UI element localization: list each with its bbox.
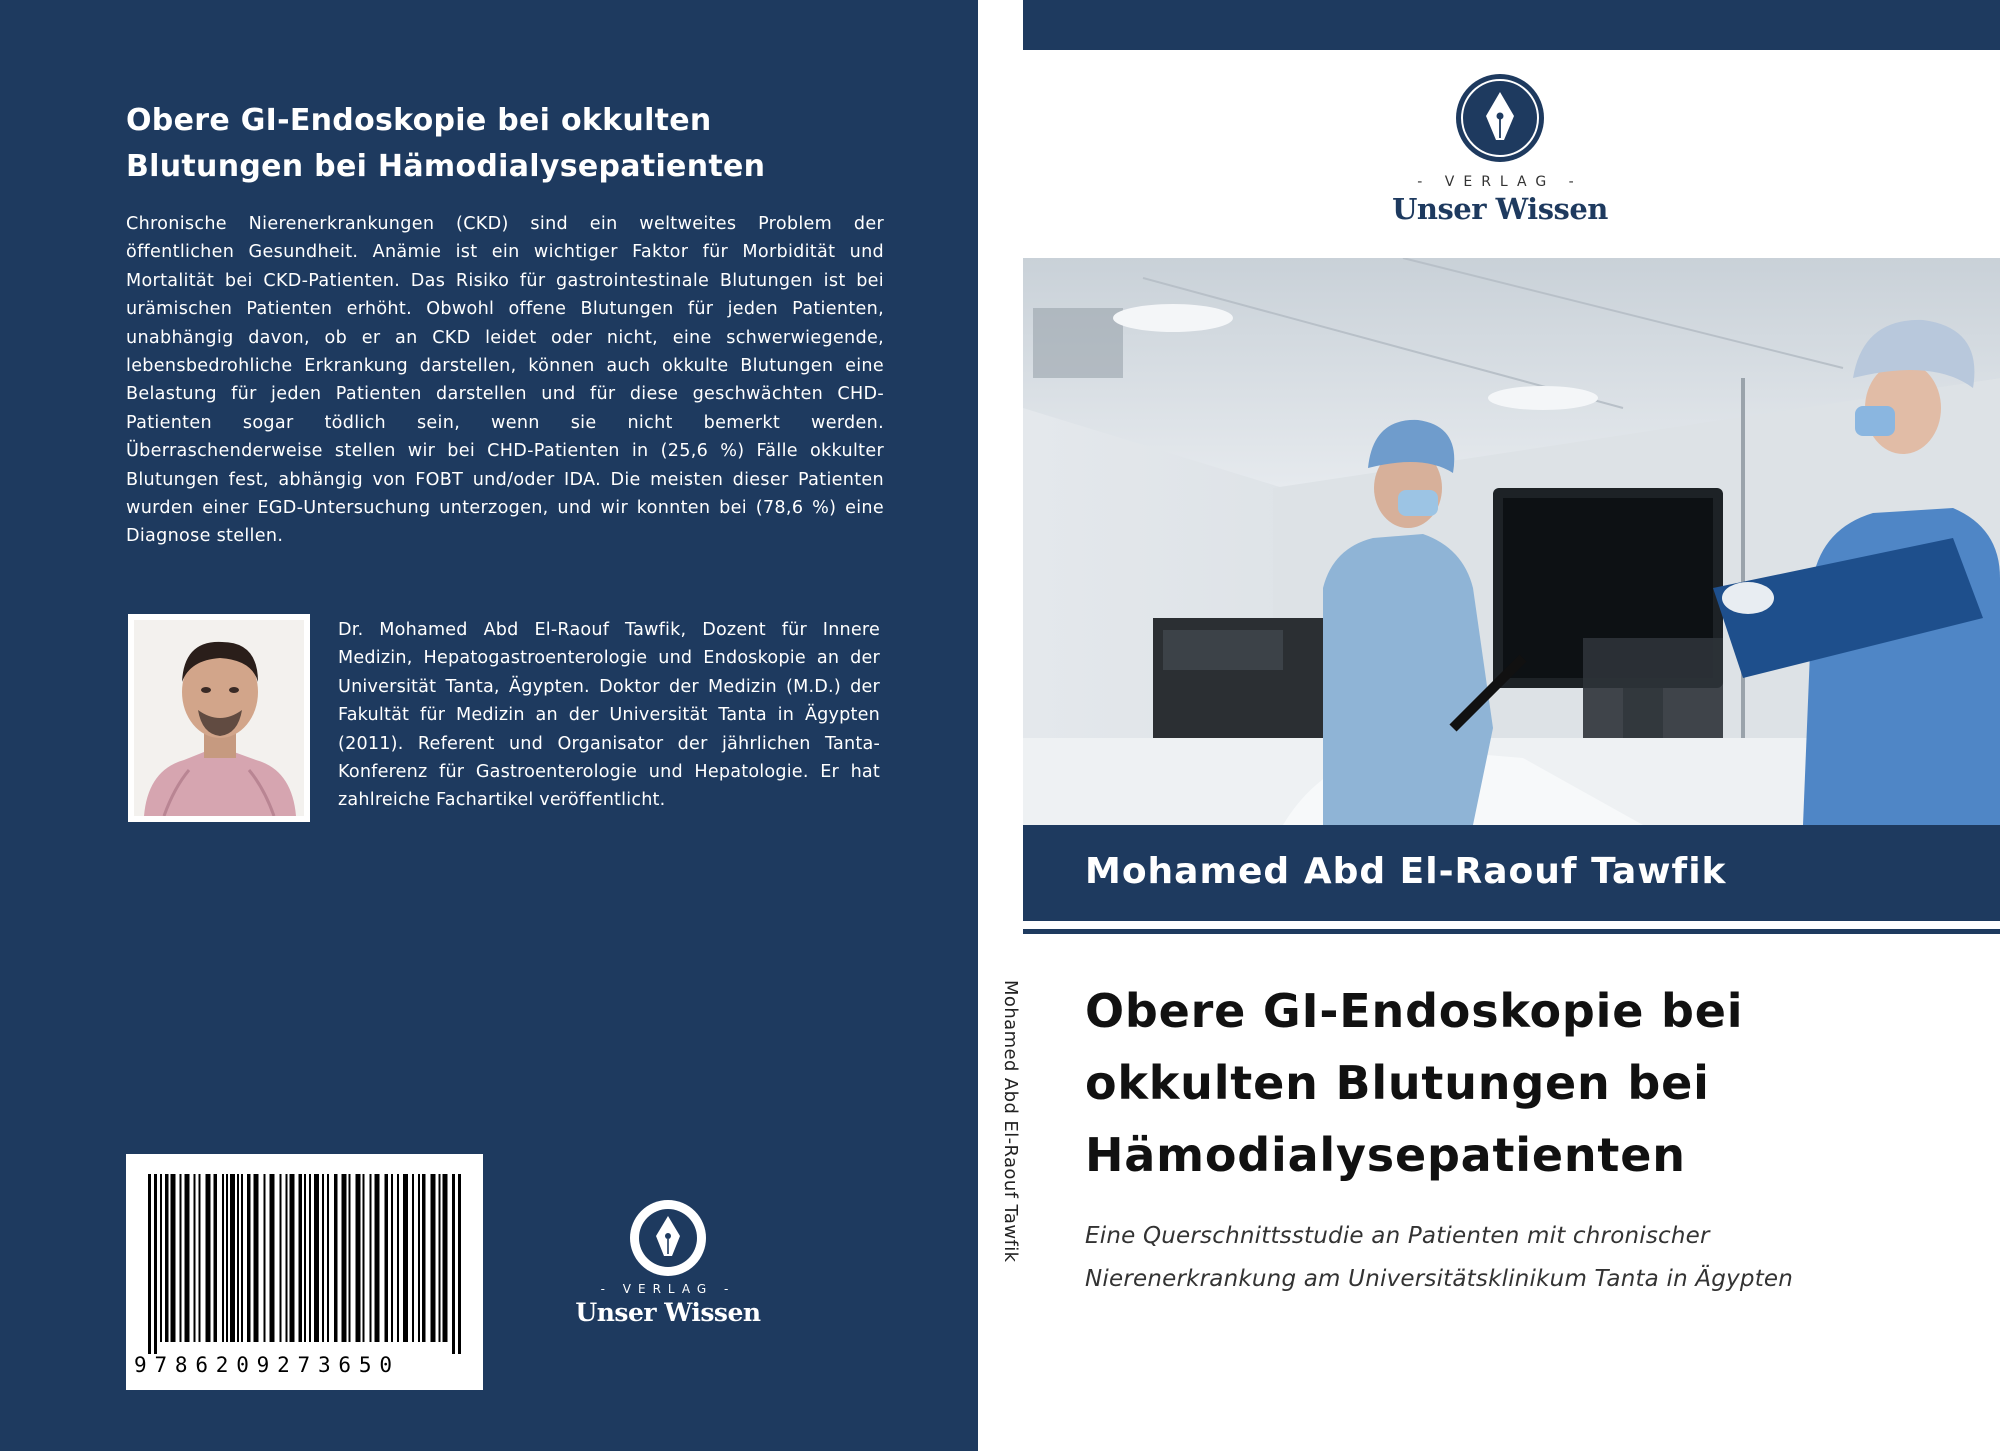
barcode-bar — [349, 1174, 351, 1342]
barcode-bar — [431, 1174, 436, 1342]
author-photo — [128, 614, 310, 822]
barcode-bar — [185, 1174, 190, 1342]
publisher-name: Unser Wissen — [575, 1298, 761, 1327]
barcode-bar — [422, 1174, 426, 1342]
spine-author: Mohamed Abd El-Raouf Tawfik — [1000, 980, 1021, 1263]
barcode-bar — [206, 1174, 211, 1342]
barcode-bar — [385, 1174, 389, 1342]
barcode-bar — [458, 1174, 461, 1354]
barcode-bar — [452, 1174, 455, 1354]
author-portrait-image — [134, 620, 304, 816]
barcode-bar — [148, 1174, 151, 1354]
barcode-icon — [126, 1154, 483, 1354]
barcode-bar — [322, 1174, 324, 1342]
front-title — [1085, 975, 1965, 1191]
barcode-bar — [327, 1174, 329, 1342]
barcode-bar — [237, 1174, 239, 1342]
barcode-bar — [160, 1174, 162, 1342]
barcode-bar — [443, 1174, 448, 1342]
barcode-bar — [363, 1174, 365, 1342]
barcode-bar — [370, 1174, 372, 1342]
barcode-bar — [342, 1174, 347, 1342]
isbn-barcode — [126, 1154, 483, 1390]
barcode-bar — [280, 1174, 282, 1342]
barcode-bar — [230, 1174, 235, 1342]
pen-nib-logo-icon — [1454, 72, 1546, 164]
front-title-line: Obere GI-Endoskopie bei — [1085, 984, 1744, 1038]
barcode-bar — [264, 1174, 266, 1342]
publisher-verlag-text: - VERLAG - — [1417, 174, 1583, 190]
cover-photo — [1023, 258, 2000, 825]
barcode-bar — [154, 1174, 157, 1354]
barcode-bar — [309, 1174, 311, 1342]
pen-nib-logo-icon — [628, 1198, 708, 1278]
barcode-bar — [439, 1174, 441, 1342]
barcode-bar — [199, 1174, 201, 1342]
barcode-bar — [356, 1174, 361, 1342]
back-title-line: Obere GI-Endoskopie bei okkulten — [126, 103, 712, 138]
front-publisher-logo — [1380, 72, 1620, 226]
author-name: Mohamed Abd El-Raouf Tawfik — [1085, 851, 1727, 892]
barcode-bar — [171, 1174, 176, 1342]
isbn-digits: 9786209273650 — [134, 1353, 400, 1377]
barcode-bar — [397, 1174, 399, 1342]
barcode-bar — [299, 1174, 303, 1342]
barcode-bar — [226, 1174, 228, 1342]
barcode-bar — [214, 1174, 218, 1342]
front-subtitle — [1085, 1215, 1985, 1301]
publisher-verlag-text: - VERLAG - — [600, 1282, 736, 1296]
front-title-line: okkulten Blutungen bei — [1085, 1056, 1710, 1110]
barcode-bar — [412, 1174, 414, 1342]
subtitle-line: Nierenerkrankung am Universitätsklinikum Tanta in Ägypten — [1085, 1266, 1794, 1292]
back-cover — [0, 0, 978, 1451]
barcode-bar — [165, 1174, 169, 1342]
author-bar — [1023, 825, 2000, 921]
barcode-bar — [222, 1174, 224, 1342]
back-title — [126, 98, 886, 190]
barcode-bar — [286, 1174, 288, 1342]
barcode-bar — [247, 1174, 251, 1342]
barcode-bar — [304, 1174, 306, 1342]
barcode-bar — [270, 1174, 275, 1342]
barcode-bar — [314, 1174, 319, 1342]
author-bio: Dr. Mohamed Abd El-Raouf Tawfik, Dozent für Innere Medizin, Hepatogastroenterologie und Endoskopie an der Universität Tanta, Ägypten. Doktor der Medizin (M.D.) der Fakultät für Medizin an der Universität Tanta in Ägypten (2011). Referent und Organisator der jährlichen Tanta-Konferenz für Gastroenterologie und Hepatologie. Er hat zahlreiche Fachartikel veröffentlicht. — [338, 620, 880, 811]
barcode-bar — [194, 1174, 196, 1342]
back-publisher-logo — [558, 1198, 778, 1327]
front-title-line: Hämodialysepatienten — [1085, 1128, 1686, 1182]
abstract-text: Chronische Nierenerkrankungen (CKD) sind ein weltweites Problem der öffentlichen Gesundheit. Anämie ist ein wichtiger Faktor für Morbidität und Mortalität bei CKD-Patienten. Das Risiko für gastrointestinale Blutungen ist bei urämischen Patienten erhöht. Obwohl offene Blutungen für jeden Patienten, unabhängig davon, ob er an CKD leidet oder nicht, eine schwerwiegende, lebensbedrohliche Erkrankung darstellen, können auch okkulte Blutungen eine Belastung für jeden Patienten darstellen und für diese geschwächten CHD-Patienten sogar tödlich sein, wenn sie nicht bemerkt werden. Überraschenderweise stellen wir bei CHD-Patienten in (25,6 %) Fälle okkulter Blutungen fest, abhängig von FOBT und/oder IDA. Die meisten dieser Patienten wurden einer EGD-Untersuchung unterzogen, und wir konnten bei (78,6 %) eine Diagnose stellen. — [126, 214, 884, 547]
barcode-bar — [290, 1174, 295, 1342]
barcode-bar — [418, 1174, 420, 1342]
barcode-bar — [334, 1174, 338, 1342]
barcode-bar — [241, 1174, 243, 1342]
publisher-name: Unser Wissen — [1392, 192, 1608, 226]
back-title-line: Blutungen bei Hämodialysepatienten — [126, 149, 766, 184]
endoscopy-room-image — [1023, 258, 2000, 825]
barcode-bar — [180, 1174, 182, 1342]
subtitle-line: Eine Querschnittsstudie an Patienten mit chronischer — [1085, 1223, 1710, 1249]
front-top-bar — [1023, 0, 2000, 50]
barcode-bar — [254, 1174, 259, 1342]
barcode-bar — [391, 1174, 393, 1342]
barcode-bar — [375, 1174, 380, 1342]
divider-rule — [1023, 929, 2000, 934]
barcode-bar — [403, 1174, 408, 1342]
